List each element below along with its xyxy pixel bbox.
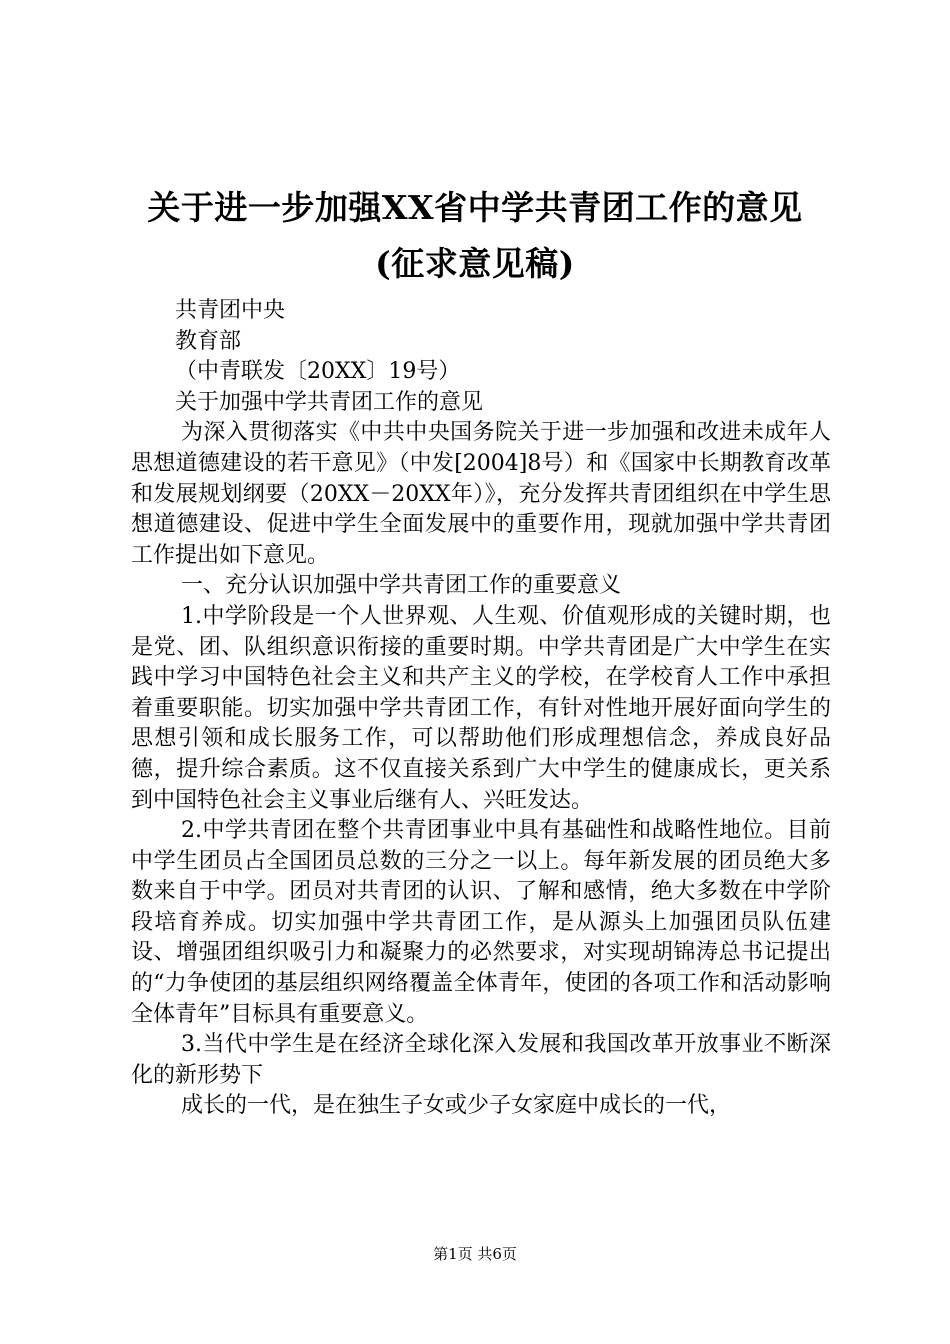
doc-number: （中青联发〔20XX〕19号） — [175, 359, 461, 385]
paragraph: 3.当代中学生是在经济全球化深入发展和我国改革开放事业不断深化的新形势下 — [131, 1032, 831, 1088]
paragraph: 成长的一代，是在独生子女或少子女家庭中成长的一代， — [181, 1093, 732, 1119]
issuer-line: 共青团中央 — [175, 298, 286, 323]
document-body — [131, 296, 831, 1122]
issuer-line: 教育部 — [175, 328, 242, 354]
paragraph: 2.中学共青团在整个共青团事业中具有基础性和战略性地位。目前中学生团员占全国团员总数的三分之一以上。每年新发展的团员绝大多数来自于中学。团员对共青团的认识、了解和感情，绝大多数在中学阶段培育养成。切实加强中学共青团工作，是从源头上加强团员队伍建设、增强团组织吸引力和凝聚力的必然要求，对实现胡锦涛总书记提出的“力争使团的基层组织网络覆盖全体青年，使团的各项工作和活动影响全体青年”目标具有重要意义。 — [131, 818, 831, 1027]
document-title-note: (征求意见稿) — [375, 244, 575, 283]
page-number: 第1页 共6页 — [433, 1245, 517, 1263]
document-subtitle: 关于加强中学共青团工作的意见 — [175, 389, 484, 415]
paragraph: 为深入贯彻落实《中共中央国务院关于进一步加强和改进未成年人思想道德建设的若干意见》（中发[2004]8号）和《国家中长期教育改革和发展规划纲要（20XX－20XX年）》，充分发挥共青团组织在中学生思想道德建设、促进中学生全面发展中的重要作用，现就加强中学共青团工作提出如下意见。 — [131, 420, 831, 568]
section-heading: 一、充分认识加强中学共青团工作的重要意义 — [181, 573, 622, 599]
paragraph: 1.中学阶段是一个人世界观、人生观、价值观形成的关键时期，也是党、团、队组织意识衔接的重要时期。中学共青团是广大中学生在实践中学习中国特色社会主义和共产主义的学校，在学校育人工作中承担着重要职能。切实加强中学共青团工作，有针对性地开展好面向学生的思想引领和成长服务工作，可以帮助他们形成理想信念，养成良好品德，提升综合素质。这不仅直接关系到广大中学生的健康成长，更关系到中国特色社会主义事业后继有人、兴旺发达。 — [131, 603, 831, 813]
document-title: 关于进一步加强XX省中学共青团工作的意见 — [147, 188, 803, 227]
